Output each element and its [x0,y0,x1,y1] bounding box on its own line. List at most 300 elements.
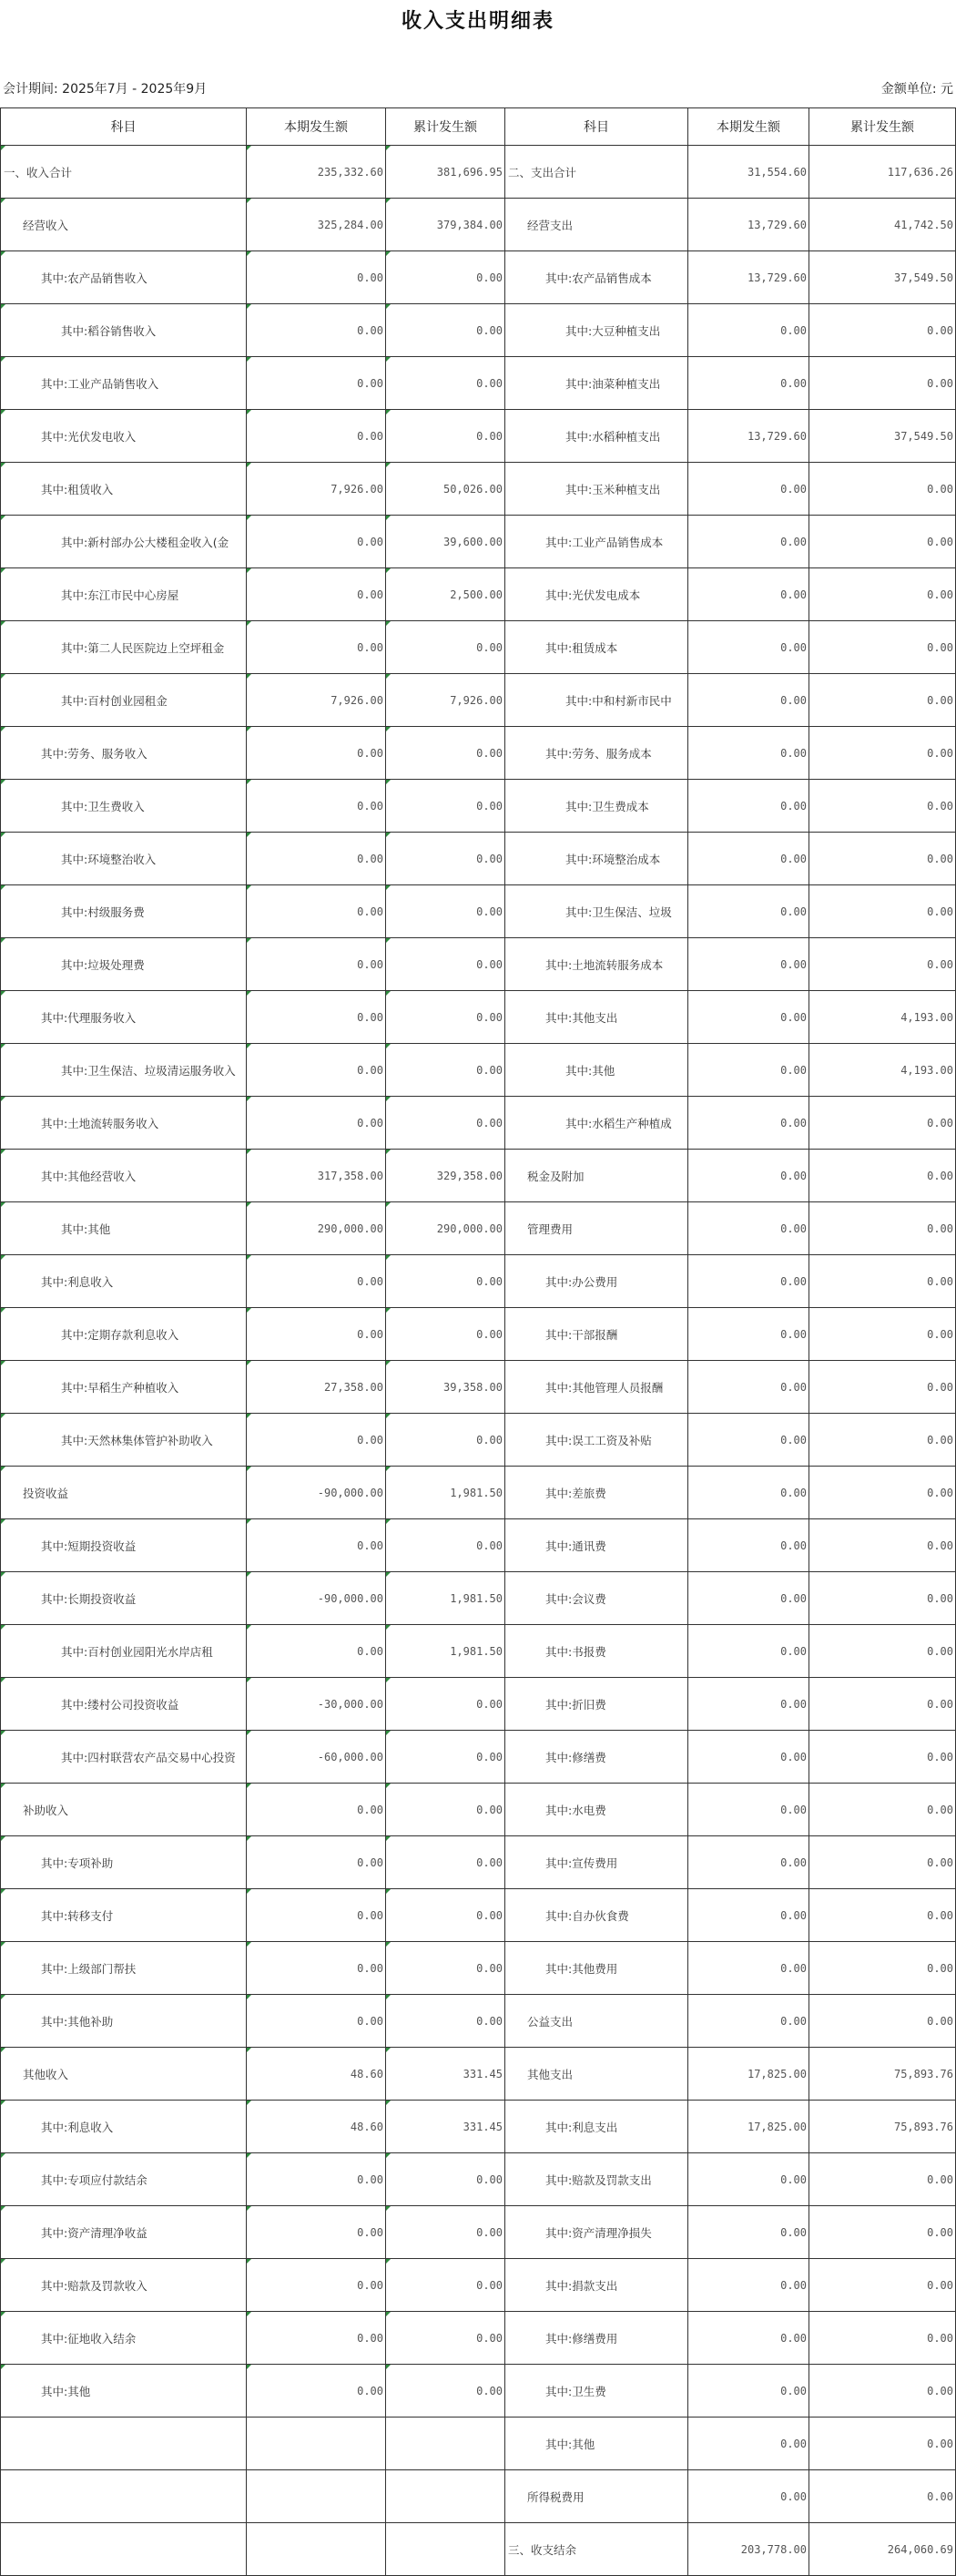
right-current-amount-cell: 0.00 [688,1836,809,1889]
table-row [1,2153,956,2206]
left-current-amount-cell: 0.00 [247,938,386,991]
right-current-amount-cell: 0.00 [688,674,809,727]
right-current-amount-cell: 0.00 [688,1044,809,1097]
right-subject-cell: 其中:其他管理人员报酬 [505,1361,688,1414]
right-subject-cell: 其中:修缮费 [505,1731,688,1784]
left-current-amount-cell: 0.00 [247,1308,386,1361]
left-subject-cell: 其中:垃圾处理费 [1,938,247,991]
right-subject-cell: 其中:利息支出 [505,2101,688,2153]
right-subject-cell: 其中:其他支出 [505,991,688,1044]
left-subject-cell: 其中:短期投资收益 [1,1519,247,1572]
left-current-amount-cell: -60,000.00 [247,1731,386,1784]
left-current-amount-cell [247,2523,386,2576]
left-subject-cell: 其中:其他 [1,1202,247,1255]
left-subject-cell: 其中:赔款及罚款收入 [1,2259,247,2312]
right-current-amount-cell: 0.00 [688,357,809,410]
right-cumulative-amount-cell: 0.00 [809,885,956,938]
left-current-amount-cell: 0.00 [247,410,386,463]
right-current-amount-cell: 17,825.00 [688,2101,809,2153]
table-row [1,1361,956,1414]
income-expense-table [0,107,956,2576]
right-current-amount-cell: 0.00 [688,1255,809,1308]
right-cumulative-amount-cell: 0.00 [809,463,956,516]
left-subject-cell: 其中:村级服务费 [1,885,247,938]
table-row [1,2206,956,2259]
left-cumulative-amount-cell [386,2470,505,2523]
right-current-amount-cell: 0.00 [688,1361,809,1414]
table-row [1,146,956,199]
right-cumulative-amount-cell: 0.00 [809,1889,956,1942]
right-current-amount-cell: 0.00 [688,1784,809,1836]
left-cumulative-amount-cell: 0.00 [386,1889,505,1942]
table-row [1,1995,956,2048]
right-current-amount-cell: 0.00 [688,1308,809,1361]
right-current-amount-cell: 0.00 [688,568,809,621]
left-subject-cell: 其中:环境整治收入 [1,833,247,885]
left-subject-cell: 其中:上级部门帮扶 [1,1942,247,1995]
left-current-amount-cell: 0.00 [247,516,386,568]
right-current-amount-cell: 0.00 [688,2312,809,2365]
right-cumulative-amount-cell: 37,549.50 [809,251,956,304]
left-cumulative-amount-cell: 1,981.50 [386,1625,505,1678]
right-subject-cell: 其中:租赁成本 [505,621,688,674]
left-current-amount-cell: 0.00 [247,251,386,304]
left-cumulative-amount-cell: 0.00 [386,410,505,463]
right-current-amount-cell: 0.00 [688,1889,809,1942]
right-current-amount-cell: 13,729.60 [688,251,809,304]
left-cumulative-amount-cell: 39,600.00 [386,516,505,568]
accounting-period: 会计期间: 2025年7月 - 2025年9月 [3,82,208,97]
table-row [1,2418,956,2470]
left-cumulative-amount-cell: 0.00 [386,2312,505,2365]
left-subject-cell: 其中:其他补助 [1,1995,247,2048]
right-subject-cell: 其中:玉米种植支出 [505,463,688,516]
left-current-amount-cell: -90,000.00 [247,1467,386,1519]
left-cumulative-amount-cell: 0.00 [386,1731,505,1784]
left-cumulative-amount-cell: 0.00 [386,1995,505,2048]
table-row [1,727,956,780]
page-title: 收入支出明细表 [401,9,554,33]
right-cumulative-amount-cell: 0.00 [809,938,956,991]
right-current-amount-cell: 0.00 [688,463,809,516]
right-subject-cell: 其中:劳务、服务成本 [505,727,688,780]
table-row [1,1572,956,1625]
left-cumulative-amount-cell [386,2418,505,2470]
right-cumulative-amount-cell: 0.00 [809,1678,956,1731]
right-subject-cell: 其中:会议费 [505,1572,688,1625]
right-cumulative-amount-cell: 0.00 [809,304,956,357]
right-cumulative-amount-cell: 0.00 [809,727,956,780]
left-subject-cell: 其中:东江市民中心房屋 [1,568,247,621]
left-subject-cell: 其中:劳务、服务收入 [1,727,247,780]
table-row [1,251,956,304]
table-row [1,304,956,357]
left-current-amount-cell: 0.00 [247,2312,386,2365]
right-subject-cell: 其中:干部报酬 [505,1308,688,1361]
left-subject-cell: 补助收入 [1,1784,247,1836]
table-row [1,2259,956,2312]
header-cumulative-left: 累计发生额 [386,108,505,146]
left-cumulative-amount-cell: 0.00 [386,2206,505,2259]
right-cumulative-amount-cell: 75,893.76 [809,2101,956,2153]
left-current-amount-cell: 0.00 [247,885,386,938]
left-subject-cell: 其中:征地收入结余 [1,2312,247,2365]
left-cumulative-amount-cell [386,2523,505,2576]
right-cumulative-amount-cell: 0.00 [809,1836,956,1889]
right-current-amount-cell: 0.00 [688,938,809,991]
right-subject-cell: 其中:通讯费 [505,1519,688,1572]
left-cumulative-amount-cell: 331.45 [386,2101,505,2153]
left-cumulative-amount-cell: 0.00 [386,2153,505,2206]
table-row [1,674,956,727]
table-row [1,1731,956,1784]
right-subject-cell: 其中:误工工资及补贴 [505,1414,688,1467]
right-current-amount-cell: 0.00 [688,780,809,833]
right-current-amount-cell: 17,825.00 [688,2048,809,2101]
right-subject-cell: 其中:宣传费用 [505,1836,688,1889]
right-current-amount-cell: 0.00 [688,1625,809,1678]
right-current-amount-cell: 0.00 [688,1995,809,2048]
right-cumulative-amount-cell: 0.00 [809,833,956,885]
left-cumulative-amount-cell: 2,500.00 [386,568,505,621]
table-row [1,1255,956,1308]
left-subject-cell: 其中:利息收入 [1,1255,247,1308]
right-current-amount-cell: 0.00 [688,1150,809,1202]
left-subject-cell: 其中:租赁收入 [1,463,247,516]
left-current-amount-cell: 0.00 [247,1836,386,1889]
right-current-amount-cell: 0.00 [688,1519,809,1572]
right-cumulative-amount-cell: 0.00 [809,2470,956,2523]
right-subject-cell: 公益支出 [505,1995,688,2048]
table-row [1,2365,956,2418]
left-cumulative-amount-cell: 0.00 [386,1044,505,1097]
left-subject-cell: 其中:其他 [1,2365,247,2418]
right-subject-cell: 其中:卫生保洁、垃圾 [505,885,688,938]
right-cumulative-amount-cell: 75,893.76 [809,2048,956,2101]
left-current-amount-cell: 0.00 [247,568,386,621]
right-cumulative-amount-cell: 0.00 [809,1519,956,1572]
left-subject-cell: 其中:农产品销售收入 [1,251,247,304]
right-cumulative-amount-cell: 0.00 [809,516,956,568]
right-subject-cell: 所得税费用 [505,2470,688,2523]
table-row [1,357,956,410]
left-subject-cell: 其中:天然林集体管护补助收入 [1,1414,247,1467]
right-current-amount-cell: 31,554.60 [688,146,809,199]
left-cumulative-amount-cell: 50,026.00 [386,463,505,516]
left-subject-cell: 其中:新村部办公大楼租金收入(金 [1,516,247,568]
right-cumulative-amount-cell: 0.00 [809,2153,956,2206]
table-row [1,1889,956,1942]
left-cumulative-amount-cell: 381,696.95 [386,146,505,199]
right-cumulative-amount-cell: 0.00 [809,1150,956,1202]
left-cumulative-amount-cell: 0.00 [386,357,505,410]
left-current-amount-cell: 0.00 [247,304,386,357]
left-current-amount-cell: 0.00 [247,2259,386,2312]
left-subject-cell: 其中:长期投资收益 [1,1572,247,1625]
right-subject-cell: 其中:卫生费成本 [505,780,688,833]
left-subject-cell: 一、收入合计 [1,146,247,199]
left-cumulative-amount-cell: 0.00 [386,2365,505,2418]
left-cumulative-amount-cell: 0.00 [386,1308,505,1361]
right-subject-cell: 其中:修缮费用 [505,2312,688,2365]
table-row [1,2048,956,2101]
right-cumulative-amount-cell: 117,636.26 [809,146,956,199]
left-current-amount-cell: 7,926.00 [247,463,386,516]
right-subject-cell: 其中:水稻种植支出 [505,410,688,463]
right-current-amount-cell: 0.00 [688,1467,809,1519]
left-current-amount-cell: 0.00 [247,727,386,780]
right-current-amount-cell: 0.00 [688,727,809,780]
right-current-amount-cell: 0.00 [688,833,809,885]
table-row [1,1625,956,1678]
table-row [1,1467,956,1519]
left-cumulative-amount-cell: 1,981.50 [386,1467,505,1519]
left-cumulative-amount-cell: 0.00 [386,621,505,674]
left-subject-cell: 其中:转移支付 [1,1889,247,1942]
left-cumulative-amount-cell: 39,358.00 [386,1361,505,1414]
table-row [1,516,956,568]
left-current-amount-cell: 0.00 [247,1995,386,2048]
right-cumulative-amount-cell: 0.00 [809,2418,956,2470]
left-current-amount-cell: 317,358.00 [247,1150,386,1202]
right-subject-cell: 其中:赔款及罚款支出 [505,2153,688,2206]
right-cumulative-amount-cell: 37,549.50 [809,410,956,463]
right-cumulative-amount-cell: 0.00 [809,1731,956,1784]
left-current-amount-cell [247,2418,386,2470]
right-cumulative-amount-cell: 0.00 [809,2365,956,2418]
right-cumulative-amount-cell: 0.00 [809,568,956,621]
left-subject-cell: 其中:早稻生产种植收入 [1,1361,247,1414]
right-current-amount-cell: 13,729.60 [688,410,809,463]
right-cumulative-amount-cell: 0.00 [809,1202,956,1255]
left-cumulative-amount-cell: 0.00 [386,1097,505,1150]
left-subject-cell: 其中:百村创业园租金 [1,674,247,727]
left-current-amount-cell: 235,332.60 [247,146,386,199]
left-current-amount-cell: 0.00 [247,621,386,674]
right-current-amount-cell: 0.00 [688,885,809,938]
right-cumulative-amount-cell: 4,193.00 [809,1044,956,1097]
right-current-amount-cell: 0.00 [688,1731,809,1784]
left-current-amount-cell: 0.00 [247,1255,386,1308]
left-current-amount-cell: -90,000.00 [247,1572,386,1625]
left-cumulative-amount-cell: 0.00 [386,991,505,1044]
left-current-amount-cell: 7,926.00 [247,674,386,727]
right-subject-cell: 其中:其他 [505,1044,688,1097]
left-current-amount-cell: 0.00 [247,1519,386,1572]
right-subject-cell: 其中:工业产品销售成本 [505,516,688,568]
table-row [1,1308,956,1361]
table-header-row [1,108,956,146]
right-subject-cell: 其中:水电费 [505,1784,688,1836]
left-cumulative-amount-cell: 379,384.00 [386,199,505,251]
right-subject-cell: 管理费用 [505,1202,688,1255]
right-current-amount-cell: 0.00 [688,2259,809,2312]
table-row [1,885,956,938]
right-cumulative-amount-cell: 0.00 [809,1414,956,1467]
right-subject-cell: 其中:中和村新市民中 [505,674,688,727]
left-subject-cell: 其中:定期存款利息收入 [1,1308,247,1361]
left-cumulative-amount-cell: 0.00 [386,304,505,357]
right-current-amount-cell: 203,778.00 [688,2523,809,2576]
table-row [1,780,956,833]
left-current-amount-cell: 0.00 [247,2206,386,2259]
table-row [1,1150,956,1202]
left-subject-cell: 其中:稻谷销售收入 [1,304,247,357]
table-row [1,621,956,674]
left-current-amount-cell: 48.60 [247,2101,386,2153]
right-cumulative-amount-cell: 41,742.50 [809,199,956,251]
right-subject-cell: 其中:折旧费 [505,1678,688,1731]
left-subject-cell: 其中:卫生费收入 [1,780,247,833]
right-subject-cell: 其中:自办伙食费 [505,1889,688,1942]
right-current-amount-cell: 0.00 [688,1097,809,1150]
left-current-amount-cell: 0.00 [247,1097,386,1150]
right-subject-cell: 其中:土地流转服务成本 [505,938,688,991]
right-subject-cell: 税金及附加 [505,1150,688,1202]
table-row [1,2523,956,2576]
left-current-amount-cell: 0.00 [247,1625,386,1678]
right-cumulative-amount-cell: 0.00 [809,1097,956,1150]
table-row [1,991,956,1044]
left-current-amount-cell: -30,000.00 [247,1678,386,1731]
right-subject-cell: 其中:差旅费 [505,1467,688,1519]
table-row [1,833,956,885]
left-current-amount-cell: 0.00 [247,780,386,833]
right-cumulative-amount-cell: 4,193.00 [809,991,956,1044]
left-subject-cell: 其中:土地流转服务收入 [1,1097,247,1150]
right-cumulative-amount-cell: 0.00 [809,2312,956,2365]
right-current-amount-cell: 0.00 [688,1942,809,1995]
left-subject-cell: 其中:代理服务收入 [1,991,247,1044]
right-subject-cell: 其中:大豆种植支出 [505,304,688,357]
header-current-right: 本期发生额 [688,108,809,146]
left-current-amount-cell: 0.00 [247,1784,386,1836]
table-row [1,1678,956,1731]
left-subject-cell: 投资收益 [1,1467,247,1519]
table-row [1,938,956,991]
right-cumulative-amount-cell: 264,060.69 [809,2523,956,2576]
left-subject-cell: 其中:卫生保洁、垃圾清运服务收入 [1,1044,247,1097]
left-cumulative-amount-cell: 1,981.50 [386,1572,505,1625]
left-subject-cell: 其中:第二人民医院边上空坪租金 [1,621,247,674]
table-row [1,410,956,463]
right-current-amount-cell: 0.00 [688,1414,809,1467]
left-cumulative-amount-cell: 0.00 [386,251,505,304]
header-cumulative-right: 累计发生额 [809,108,956,146]
right-subject-cell: 其中:捐款支出 [505,2259,688,2312]
left-subject-cell [1,2470,247,2523]
left-current-amount-cell [247,2470,386,2523]
right-cumulative-amount-cell: 0.00 [809,1572,956,1625]
table-row [1,2312,956,2365]
left-cumulative-amount-cell: 290,000.00 [386,1202,505,1255]
left-subject-cell [1,2523,247,2576]
right-current-amount-cell: 0.00 [688,1202,809,1255]
right-current-amount-cell: 0.00 [688,621,809,674]
right-cumulative-amount-cell: 0.00 [809,1361,956,1414]
right-cumulative-amount-cell: 0.00 [809,1625,956,1678]
left-cumulative-amount-cell: 329,358.00 [386,1150,505,1202]
table-row [1,1519,956,1572]
right-subject-cell: 其中:书报费 [505,1625,688,1678]
right-current-amount-cell: 0.00 [688,516,809,568]
left-subject-cell: 其他收入 [1,2048,247,2101]
left-subject-cell: 经营收入 [1,199,247,251]
table-row [1,1044,956,1097]
left-subject-cell: 其中:利息收入 [1,2101,247,2153]
right-subject-cell: 二、支出合计 [505,146,688,199]
table-row [1,2470,956,2523]
left-subject-cell: 其中:其他经营收入 [1,1150,247,1202]
table-row [1,1202,956,1255]
left-cumulative-amount-cell: 0.00 [386,1414,505,1467]
right-cumulative-amount-cell: 0.00 [809,1784,956,1836]
table-row [1,199,956,251]
right-cumulative-amount-cell: 0.00 [809,674,956,727]
header-current-left: 本期发生额 [247,108,386,146]
left-current-amount-cell: 0.00 [247,991,386,1044]
header-subject-left: 科目 [1,108,247,146]
right-cumulative-amount-cell: 0.00 [809,357,956,410]
right-subject-cell: 其中:油菜种植支出 [505,357,688,410]
right-subject-cell: 其中:卫生费 [505,2365,688,2418]
right-current-amount-cell: 0.00 [688,2470,809,2523]
left-subject-cell: 其中:资产清理净收益 [1,2206,247,2259]
table-row [1,1836,956,1889]
left-cumulative-amount-cell: 0.00 [386,1836,505,1889]
left-subject-cell: 其中:工业产品销售收入 [1,357,247,410]
left-cumulative-amount-cell: 0.00 [386,1519,505,1572]
right-subject-cell: 其中:环境整治成本 [505,833,688,885]
left-cumulative-amount-cell: 0.00 [386,1255,505,1308]
right-current-amount-cell: 0.00 [688,2153,809,2206]
right-subject-cell: 其中:办公费用 [505,1255,688,1308]
right-subject-cell: 其中:农产品销售成本 [505,251,688,304]
right-subject-cell: 其中:其他 [505,2418,688,2470]
right-cumulative-amount-cell: 0.00 [809,1255,956,1308]
right-subject-cell: 其中:资产清理净损失 [505,2206,688,2259]
left-current-amount-cell: 0.00 [247,1889,386,1942]
left-cumulative-amount-cell: 0.00 [386,885,505,938]
table-row [1,1097,956,1150]
left-subject-cell: 其中:缕村公司投资收益 [1,1678,247,1731]
left-current-amount-cell: 325,284.00 [247,199,386,251]
right-cumulative-amount-cell: 0.00 [809,2206,956,2259]
table-row [1,463,956,516]
right-cumulative-amount-cell: 0.00 [809,1467,956,1519]
left-subject-cell: 其中:专项补助 [1,1836,247,1889]
left-current-amount-cell: 0.00 [247,1044,386,1097]
currency-unit: 金额单位: 元 [880,82,953,97]
left-current-amount-cell: 0.00 [247,357,386,410]
table-row [1,1942,956,1995]
right-current-amount-cell: 0.00 [688,1572,809,1625]
right-current-amount-cell: 0.00 [688,304,809,357]
left-current-amount-cell: 0.00 [247,1942,386,1995]
left-current-amount-cell: 0.00 [247,2153,386,2206]
right-cumulative-amount-cell: 0.00 [809,2259,956,2312]
left-cumulative-amount-cell: 0.00 [386,2259,505,2312]
left-cumulative-amount-cell: 0.00 [386,1678,505,1731]
left-cumulative-amount-cell: 331.45 [386,2048,505,2101]
left-cumulative-amount-cell: 0.00 [386,833,505,885]
left-subject-cell: 其中:专项应付款结余 [1,2153,247,2206]
table-row [1,568,956,621]
left-subject-cell [1,2418,247,2470]
right-subject-cell: 其中:光伏发电成本 [505,568,688,621]
left-cumulative-amount-cell: 7,926.00 [386,674,505,727]
left-current-amount-cell: 290,000.00 [247,1202,386,1255]
